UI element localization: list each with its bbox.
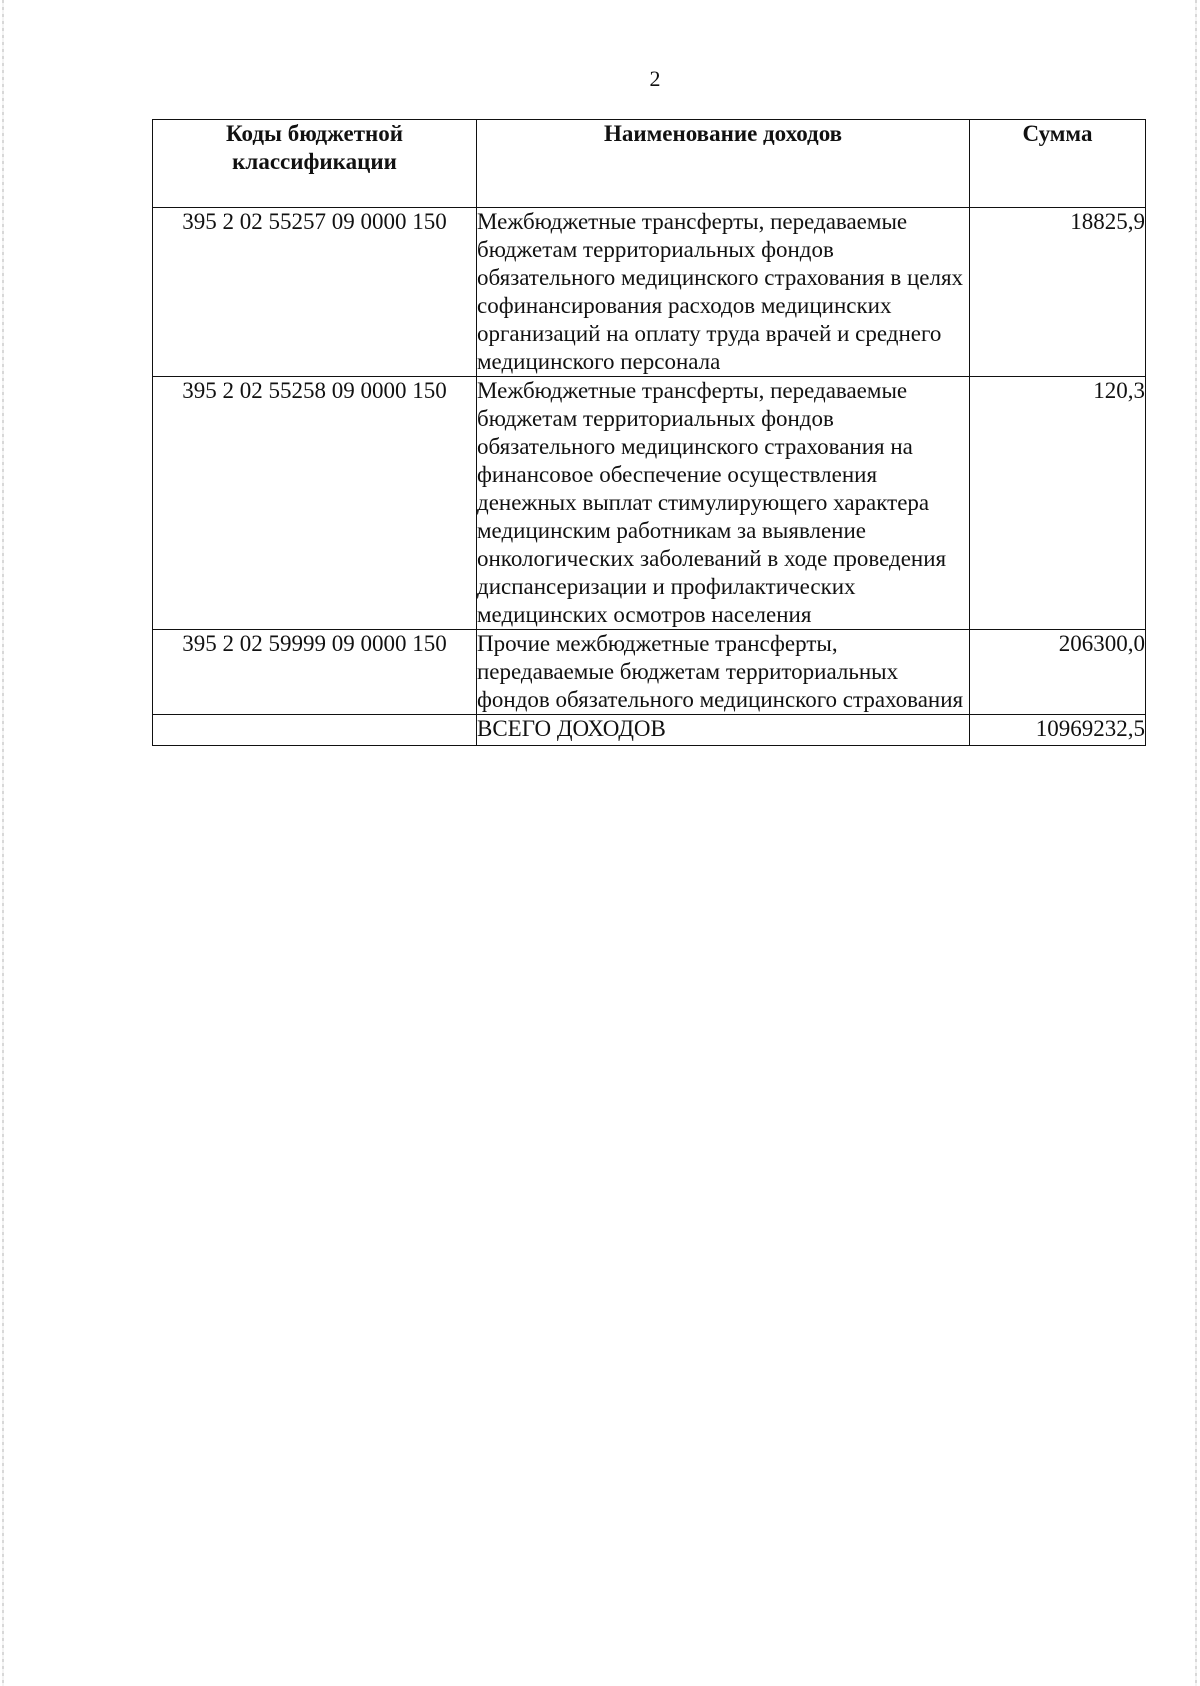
row-code: 395 2 02 55257 09 0000 150 [153, 208, 477, 377]
total-sum: 10969232,5 [970, 715, 1146, 746]
table-row [153, 208, 1146, 377]
row-name: Межбюджетные трансферты, передаваемые бюджетам территориальных фондов обязательного медицинского страхования в целях софинансирования расходов медицинских организаций на оплату труда врачей и среднего медицинского персонала [477, 208, 970, 377]
header-name: Наименование доходов [477, 120, 970, 208]
row-sum: 206300,0 [970, 630, 1146, 715]
row-code: 395 2 02 59999 09 0000 150 [153, 630, 477, 715]
income-table [152, 119, 1146, 746]
row-name: Прочие межбюджетные трансферты, передаваемые бюджетам территориальных фондов обязательного медицинского страхования [477, 630, 970, 715]
row-sum: 18825,9 [970, 208, 1146, 377]
table-header-row [153, 120, 1146, 208]
page-number: 2 [649, 66, 661, 91]
table-row [153, 377, 1146, 630]
scan-edge-right [1195, 0, 1197, 1686]
total-label: ВСЕГО ДОХОДОВ [477, 715, 970, 746]
row-name: Межбюджетные трансферты, передаваемые бюджетам территориальных фондов обязательного медицинского страхования на финансовое обеспечение осуществления денежных выплат стимулирующего характера медицинским работникам за выявление онкологических заболеваний в ходе проведения диспансеризации и профилактических медицинских осмотров населения [477, 377, 970, 630]
header-code: Коды бюджетной классификации [153, 120, 477, 208]
scan-edge-left [2, 0, 4, 1686]
total-row [153, 715, 1146, 746]
total-code [153, 715, 477, 746]
row-code: 395 2 02 55258 09 0000 150 [153, 377, 477, 630]
table-row [153, 630, 1146, 715]
row-sum: 120,3 [970, 377, 1146, 630]
header-sum: Сумма [970, 120, 1146, 208]
